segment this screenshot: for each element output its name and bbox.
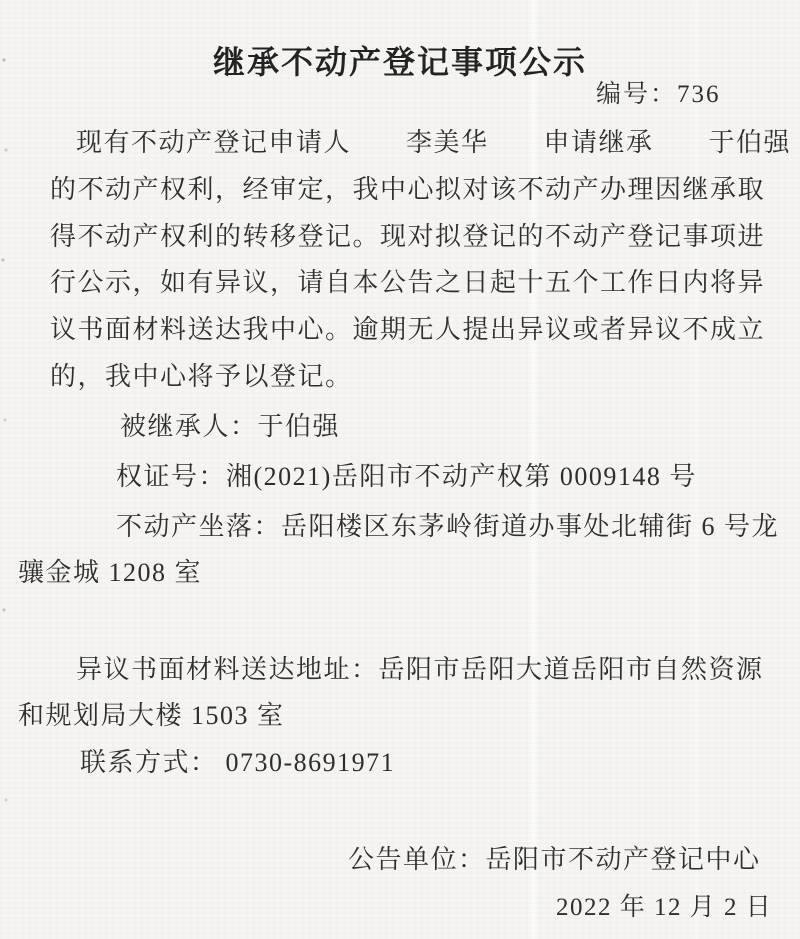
scan-edge-noise [0, 0, 10, 939]
objection-address-line-2: 和规划局大楼 1503 室 [18, 701, 285, 730]
body-paragraph-line: 现有不动产登记申请人 李美华 申请继承 于伯强 [76, 128, 792, 157]
property-location-line-1: 不动产坐落：岳阳楼区东茅岭街道办事处北辅街 6 号龙 [116, 512, 780, 541]
doc-number: 编号：736 [596, 81, 721, 108]
certificate-number-line: 权证号：湘(2021)岳阳市不动产权第 0009148 号 [116, 462, 697, 491]
body-paragraph-line: 的，我中心将予以登记。 [50, 362, 353, 391]
body-paragraph-line: 议书面材料送达我中心。逾期无人提出异议或者异议不成立 [50, 315, 766, 344]
page-title: 继承不动产登记事项公示 [212, 44, 587, 81]
issuer-line: 公告单位：岳阳市不动产登记中心 [348, 845, 761, 874]
date-line: 2022 年 12 月 2 日 [556, 894, 773, 921]
body-paragraph-line: 的不动产权利，经审定，我中心拟对该不动产办理因继承取 [50, 175, 766, 204]
property-location-line-2: 骧金城 1208 室 [18, 558, 203, 587]
body-paragraph-line: 得不动产权利的转移登记。现对拟登记的不动产登记事项进 [50, 222, 766, 251]
contact-line: 联系方式： 0730-8691971 [80, 748, 396, 777]
body-paragraph-line: 行公示，如有异议，请自本公告之日起十五个工作日内将异 [50, 268, 766, 297]
objection-address-line-1: 异议书面材料送达地址：岳阳市岳阳大道岳阳市自然资源 [76, 655, 764, 684]
decedent-line: 被继承人：于伯强 [120, 412, 341, 441]
